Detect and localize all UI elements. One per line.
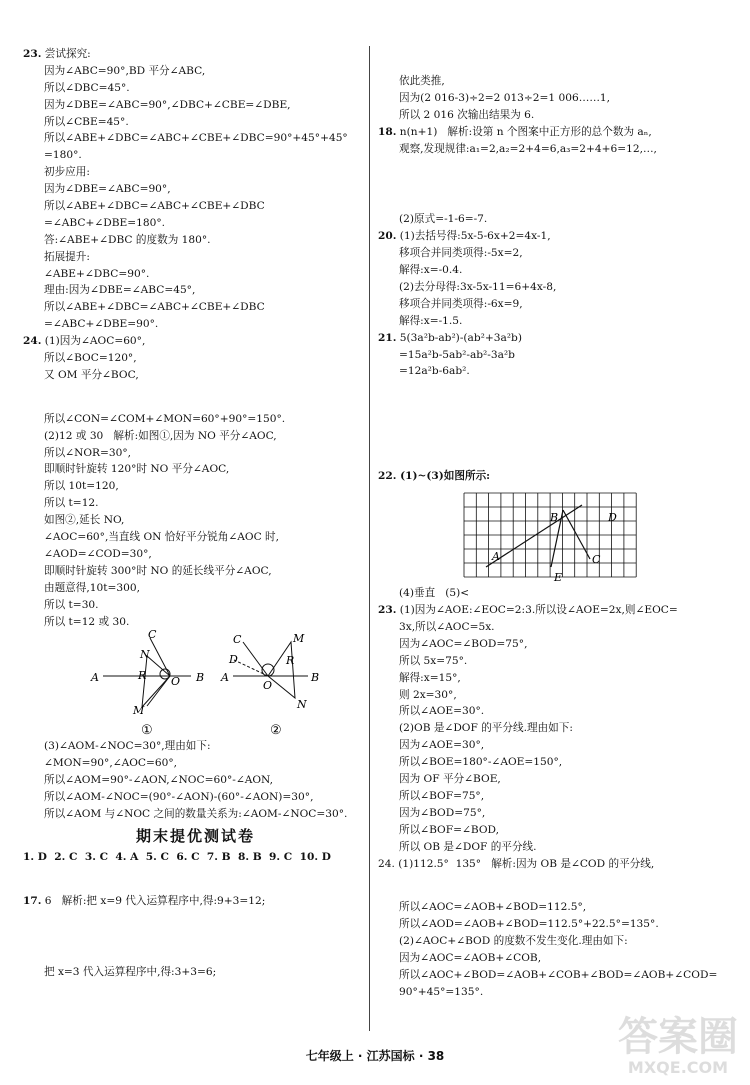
text-line: 观察,发现规律:a₁=2,a₂=2+4=6,a₃=2+4+6=12,…, xyxy=(399,142,657,155)
text-line: 因为(2 016-3)÷2=2 013÷2=1 006……1, xyxy=(399,91,611,104)
watermark xyxy=(618,1016,738,1077)
q20-block xyxy=(378,228,733,329)
q24-part1 xyxy=(23,333,368,384)
text-line: (2)OB 是∠DOF 的平分线.理由如下: xyxy=(399,722,573,735)
text-line: 又 OM 平分∠BOC, xyxy=(44,368,139,381)
text-line: 依此类推, xyxy=(399,75,445,87)
text-line: 如图②,延长 NO, xyxy=(44,514,125,527)
right-column xyxy=(378,46,733,1001)
text-line: 因为∠ABC=90°,BD 平分∠ABC, xyxy=(44,64,206,77)
text-line: 解得:x=15°, xyxy=(399,671,461,684)
rotation-figures xyxy=(23,630,368,738)
q19-line xyxy=(378,184,733,211)
text-line: 因为∠AOC=∠AOB+∠COB, xyxy=(399,952,542,965)
text-line: 所以 5x=75°. xyxy=(399,654,468,667)
text-line: 拓展提升: xyxy=(44,250,90,263)
label-D: D xyxy=(229,653,238,667)
text-line: ∠AOD=∠COD=30°, xyxy=(44,547,152,560)
q17-last-line: 把 x=3 代入运算程序中,得:3+3=6; xyxy=(44,965,217,978)
q17-cont-block xyxy=(378,73,733,124)
label-A: A xyxy=(91,671,99,685)
text-line: 答:∠ABE+∠DBC 的度数为 180°. xyxy=(44,233,211,246)
text-line: ∠MON=90°,∠AOC=60°, xyxy=(44,757,178,770)
text-line: =∠ABC+∠DBE=90°. xyxy=(44,318,159,331)
text-line: ∠ABE+∠DBC=90°. xyxy=(44,267,150,280)
text-line: 23. (1)因为∠AOE:∠EOC=2:3.所以设∠AOE=2x,则∠EOC= xyxy=(378,604,678,617)
choice-answers: 1. D 2. C 3. C 4. A 5. C 6. C 7. B 8. B 9. C 10. D xyxy=(23,850,331,863)
label-O: O xyxy=(171,675,181,689)
q21-substitution xyxy=(378,407,733,441)
text-line: =180°. xyxy=(44,149,82,162)
label-C: C xyxy=(233,633,242,647)
section-title: 期末提优测试卷 xyxy=(135,826,255,845)
q22-answers: (4)垂直 (5)< xyxy=(399,587,470,600)
grid-figure-svg xyxy=(378,485,733,585)
text-line: (2)∠AOC+∠BOD 的度数不发生变化.理由如下: xyxy=(399,935,628,948)
text-line: 18. n(n+1) 解析:设第 n 个图案中正方形的总个数为 aₙ, xyxy=(378,125,652,138)
text-line: ∠AOC=60°,当直线 ON 恰好平分锐角∠AOC 时, xyxy=(44,531,280,544)
label-M: M xyxy=(293,632,305,646)
text-line: 理由:因为∠DBE=∠ABC=45°, xyxy=(44,284,196,297)
text-line: 所以∠AOC+∠BOD=∠AOB+∠COB+∠BOD=∠AOB+∠COD= xyxy=(399,968,718,981)
q21-block xyxy=(378,330,733,381)
q22-line: 22. (1)~(3)如图所示: xyxy=(378,470,491,483)
text-line: 21. 5(3a²b-ab²)-(ab²+3a²b) xyxy=(378,331,522,344)
text-line: 所以∠AOM-∠NOC=(90°-∠AON)-(60°-∠AON)=30°, xyxy=(44,791,314,804)
q24-block xyxy=(378,899,733,1000)
text-line: 移项合并同类项得:-6x=9, xyxy=(399,297,523,310)
q17-fraction-2 xyxy=(23,937,368,964)
text-line: 所以∠ABE+∠DBC=∠ABC+∠CBE+∠DBC xyxy=(44,200,265,213)
text-line: 所以 t=30. xyxy=(44,598,99,611)
text-line: 所以∠AOD=∠AOB+∠BOD=112.5°+22.5°=135°. xyxy=(399,918,659,931)
label-A: A xyxy=(221,671,229,685)
q24-fraction-line xyxy=(378,872,733,899)
grid-figure xyxy=(378,485,733,585)
text-line: 所以∠BOF=75°, xyxy=(399,789,485,802)
watermark-url: MXQE.COM xyxy=(627,1058,729,1077)
fill-answers xyxy=(23,866,368,893)
text-line: 所以∠CBE=45°. xyxy=(44,115,129,128)
text-line: 所以 t=12 或 30. xyxy=(44,615,130,628)
text-line: 所以∠NOR=30°, xyxy=(44,446,132,459)
label-B: B xyxy=(196,671,205,685)
text-line: (2)12 或 30 解析:如图①,因为 NO 平分∠AOC, xyxy=(44,429,277,442)
label-B: B xyxy=(550,511,559,525)
text-line: 所以∠BOE=180°-∠AOE=150°, xyxy=(399,756,563,769)
text-line: 所以 2 016 次输出结果为 6. xyxy=(399,108,535,121)
q18-fraction-line xyxy=(378,157,733,184)
text-line: 初步应用: xyxy=(44,166,90,179)
q24-part2 xyxy=(23,411,368,631)
label-C: C xyxy=(592,553,601,567)
text-line: 解得:x=-1.5. xyxy=(399,314,463,327)
figure-2-label: ② xyxy=(270,723,282,739)
q23-block xyxy=(23,46,368,333)
text-line: 解得:x=-0.4. xyxy=(399,264,463,277)
text-line: 所以∠BOC=120°, xyxy=(44,352,137,365)
label-R: R xyxy=(138,669,147,683)
rotation-figures-svg xyxy=(23,630,363,738)
label-N: N xyxy=(297,698,307,712)
left-column xyxy=(23,46,368,981)
q24-head: 24. (1)112.5° 135° 解析:因为 OB 是∠COD 的平分线, xyxy=(378,857,655,870)
q21-result xyxy=(378,441,733,468)
text-line: 因为 OF 平分∠BOE, xyxy=(399,773,501,786)
q18-block xyxy=(378,124,733,158)
label-O: O xyxy=(263,679,273,693)
q19-part2: (2)原式=-1-6=-7. xyxy=(399,213,488,226)
text-line: 即顺时针旋转 300°时 NO 的延长线平分∠AOC, xyxy=(44,564,272,577)
watermark-logo: 答案圈 xyxy=(618,1014,738,1060)
text-line: 所以 10t=120, xyxy=(44,480,119,493)
text-line: 即顺时针旋转 120°时 NO 平分∠AOC, xyxy=(44,463,230,476)
q24-fraction-line xyxy=(23,384,368,411)
text-line: (3)∠AOM-∠NOC=30°,理由如下: xyxy=(44,740,211,753)
text-line: 所以∠AOE=30°. xyxy=(399,705,485,718)
label-A: A xyxy=(492,550,500,564)
r-fraction-line xyxy=(378,46,733,73)
text-line: 23. 尝试探究: xyxy=(23,48,91,60)
text-line: 则 2x=30°, xyxy=(399,688,457,701)
text-line: =12a²b-6ab². xyxy=(399,365,470,378)
text-line: 因为∠AOE=30°, xyxy=(399,739,485,752)
text-line: 所以∠AOM 与∠NOC 之间的数量关系为:∠AOM-∠NOC=30°. xyxy=(44,807,348,820)
text-line: 3x,所以∠AOC=5x. xyxy=(399,621,495,634)
text-line: 90°+45°=135°. xyxy=(399,985,484,998)
text-line: 所以∠AOC=∠AOB+∠BOD=112.5°, xyxy=(399,901,587,914)
text-line: (2)去分母得:3x-5x-11=6+4x-8, xyxy=(399,281,557,294)
text-line: 所以∠BOF=∠BOD, xyxy=(399,823,499,836)
text-line: 因为∠DBE=∠ABC=90°, xyxy=(44,183,171,196)
text-line: 所以∠ABE+∠DBC=∠ABC+∠CBE+∠DBC xyxy=(44,301,265,314)
label-B: B xyxy=(311,671,320,685)
text-line: =15a²b-5ab²-ab²-3a²b xyxy=(399,348,515,361)
text-line: 20. (1)去括号得:5x-5-6x+2=4x-1, xyxy=(378,230,551,243)
label-D: D xyxy=(608,511,617,525)
page-footer: 七年级上 · 江苏国标 · 38 xyxy=(305,1049,445,1063)
text-line: 因为∠BOD=75°, xyxy=(399,806,486,819)
text-line: 移项合并同类项得:-5x=2, xyxy=(399,247,523,260)
text-line: 所以 t=12. xyxy=(44,497,99,510)
text-line: 所以∠DBC=45°. xyxy=(44,81,130,94)
label-N: N xyxy=(140,648,150,662)
text-line: 因为∠DBE=∠ABC=90°,∠DBC+∠CBE=∠DBE, xyxy=(44,98,291,111)
text-line: =∠ABC+∠DBE=180°. xyxy=(44,216,166,229)
column-divider xyxy=(369,46,370,1031)
label-E: E xyxy=(554,571,563,585)
text-line: 所以∠AOM=90°-∠AON,∠NOC=60°-∠AON, xyxy=(44,774,273,787)
text-line: 所以 OB 是∠DOF 的平分线. xyxy=(399,840,537,853)
text-line: 由题意得,10t=300, xyxy=(44,581,140,594)
text-line: 所以∠CON=∠COM+∠MON=60°+90°=150°. xyxy=(44,412,286,425)
figure-1-label: ① xyxy=(141,723,153,739)
text-line: 所以∠ABE+∠DBC=∠ABC+∠CBE+∠DBC=90°+45°+45° xyxy=(44,132,348,145)
q17-block xyxy=(23,893,368,910)
q21-when-line xyxy=(378,380,733,407)
text-line: 24. (1)因为∠AOC=60°, xyxy=(23,335,146,348)
text-line: 17. 6 解析:把 x=9 代入运算程序中,得:9+3=12; xyxy=(23,894,266,907)
q24-part3 xyxy=(23,738,368,822)
q23-block xyxy=(378,602,733,855)
label-C: C xyxy=(148,630,157,642)
label-M: M xyxy=(133,704,145,718)
text-line: 因为∠AOC=∠BOD=75°, xyxy=(399,637,528,650)
q17-fraction-1 xyxy=(23,910,368,937)
label-R: R xyxy=(286,654,295,668)
